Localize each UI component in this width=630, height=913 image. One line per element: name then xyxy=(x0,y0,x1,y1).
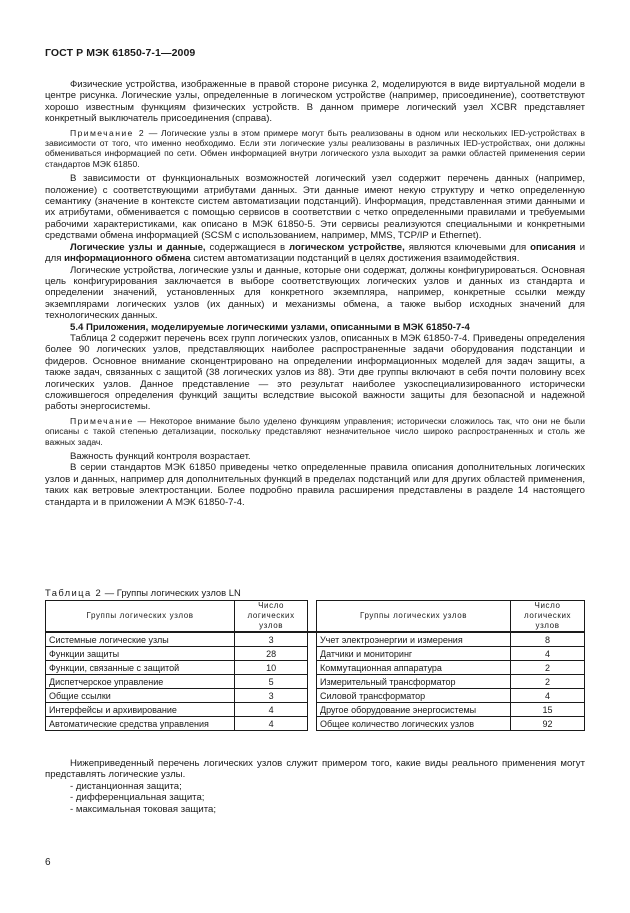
list-item: - максимальная токовая защита; xyxy=(70,803,216,815)
note-3-label: Примечание xyxy=(70,415,134,426)
list-item: - дистанционная защита; xyxy=(70,780,182,792)
table-body xyxy=(46,632,585,731)
column-gap xyxy=(308,632,317,647)
table-row xyxy=(46,647,585,661)
table-row xyxy=(46,661,585,675)
group-name-right: Коммутационная аппаратура xyxy=(316,661,510,675)
column-gap xyxy=(308,647,317,661)
para3-bold-1: Логические узлы и данные, xyxy=(70,241,206,253)
paragraph-4: Логические устройства, логические узлы и данные, которые они содержат, должны конфигурироваться. Основная цель конфигурирования заключается в выборе соответствующих логических узлов и данных из стандарта и определении значений, установленных для конкретного экземпляра, например, конкретные ссылки между экземплярами логических узлов (их данных) и механизмы обмена, а также выбор исходных значений для технологических данных. xyxy=(45,264,585,322)
note-2 xyxy=(45,128,585,170)
note-3-text: — Некоторое внимание было уделено функциям управления; исторически сложилось так, что они не были описаны с такой степенью детализации, поскольку представляют незначительное число широко распространенных и столь же важных задач. xyxy=(45,415,585,447)
paragraph-1: Физические устройства, изображенные в правой стороне рисунка 2, моделируются в виде виртуальной модели в центре рисунка. Логические узлы, определенные в логическом устройстве (например, присоединение), соответствуют хорошо известным функциям физических устройств. В данном примере логический узел XCBR представляет конкретный выключатель присоединения (справа). xyxy=(45,79,585,125)
group-name-right: Учет электроэнергии и измерения xyxy=(316,632,510,647)
node-count-left: 10 xyxy=(235,661,308,675)
group-name-left: Функции защиты xyxy=(46,647,235,661)
para3-bold-3: описания xyxy=(530,241,576,253)
node-count-right: 2 xyxy=(511,661,585,675)
node-count-left: 3 xyxy=(235,632,308,647)
node-count-left: 4 xyxy=(235,717,308,731)
paragraph-5: Таблица 2 содержит перечень всех групп логических узлов, описанных в МЭК 61850-7-4. Приведены определения более 90 логических узлов, представляющих наиболее распространенные задачи оборудования подстанции и фидеров. Основное внимание сконцентрировано на определении информационных моделей для задач защиты, а также задач, связанных с защитой (38 логических узлов из 88). Эти две группы включают в себя почти половину всех логических узлов. Данное представление — это результат наиболее узкоспециализированного исторически сложившегося определения функций защиты вследствие высокой важности защиты для безопасной и надежной работы энергосистемы. xyxy=(45,332,585,413)
group-name-left: Функции, связанные с защитой xyxy=(46,661,235,675)
group-name-right: Датчики и мониторинг xyxy=(316,647,510,661)
node-count-left: 3 xyxy=(235,689,308,703)
group-name-right: Измерительный трансформатор xyxy=(316,675,510,689)
para3-bold-4: информационного обмена xyxy=(64,253,191,265)
column-gap xyxy=(308,717,317,731)
para3-text-3: и для xyxy=(45,241,585,265)
node-count-right: 92 xyxy=(511,717,585,731)
table-title xyxy=(45,587,241,598)
group-name-right: Силовой трансформатор xyxy=(316,689,510,703)
column-gap xyxy=(308,689,317,703)
group-name-right: Общее количество логических узлов xyxy=(316,717,510,731)
para3-text-4: систем автоматизации подстанций в целях достижения взаимодействия. xyxy=(190,253,520,265)
group-name-left: Автоматические средства управления xyxy=(46,717,235,731)
group-name-left: Системные логические узлы xyxy=(46,632,235,647)
paragraph-7: В серии стандартов МЭК 61850 приведены четко определенные правила описания дополнительных логических узлов и данных, например для дополнительных функций в пределах подстанций или для других областей применения, таких как ветровые электростанции. Более подробно правила расширения представлены в разделе 14 настоящего стандарта и в приложении А МЭК 61850-7-4. xyxy=(45,462,585,508)
note-2-label: Примечание 2 xyxy=(70,127,146,138)
group-name-left: Интерфейсы и архивирование xyxy=(46,703,235,717)
logical-node-groups-table xyxy=(45,600,585,731)
table-row xyxy=(46,689,585,703)
node-count-left: 28 xyxy=(235,647,308,661)
table-row xyxy=(46,675,585,689)
table-row xyxy=(46,632,585,647)
header-group-left: Группы логических узлов xyxy=(46,601,235,633)
para3-text-1: содержащиеся в xyxy=(205,241,289,253)
node-count-right: 4 xyxy=(511,689,585,703)
node-count-left: 5 xyxy=(235,675,308,689)
header-group-right: Группы логических узлов xyxy=(316,601,510,633)
section-title: 5.4 Приложения, моделируемые логическими узлами, описанными в МЭК 61850-7-4 xyxy=(70,321,470,333)
group-name-left: Диспетчерское управление xyxy=(46,675,235,689)
node-count-left: 4 xyxy=(235,703,308,717)
node-count-right: 2 xyxy=(511,675,585,689)
node-count-right: 15 xyxy=(511,703,585,717)
document-header: ГОСТ Р МЭК 61850-7-1—2009 xyxy=(45,47,196,59)
header-count-left: Число логических узлов xyxy=(235,601,308,633)
group-name-right: Другое оборудование энергосистемы xyxy=(316,703,510,717)
note-2-text: — Логические узлы в этом примере могут быть реализованы в одном или нескольких IED-устройствах в зависимости от того, что именно необходимо. Если эти логические узлы реализованы в различных IED-устройствах, они должны обмениваться информацией по сети. Обмен информацией внутри логического узла выходит за рамки областей применения серии стандартов МЭК 61850. xyxy=(45,127,585,169)
node-count-right: 4 xyxy=(511,647,585,661)
column-gap xyxy=(308,703,317,717)
column-gap xyxy=(308,661,317,675)
para3-text-2: являются ключевыми для xyxy=(404,241,531,253)
table-row xyxy=(46,703,585,717)
page-number: 6 xyxy=(45,857,51,868)
body-text xyxy=(45,79,585,508)
header-count-right: Число логических узлов xyxy=(511,601,585,633)
paragraph-8: Нижеприведенный перечень логических узлов служит примером того, какие виды реального применения могут представлять логические узлы. xyxy=(45,758,585,781)
note-3 xyxy=(45,416,585,447)
table-title-text: — Группы логических узлов LN xyxy=(102,587,241,598)
table-header-row xyxy=(46,601,585,633)
list-item: - дифференциальная защита; xyxy=(70,792,205,804)
closing-text xyxy=(45,758,585,815)
paragraph-2: В зависимости от функциональных возможностей логический узел содержит перечень данных (например, положение) с соответствующими атрибутами данных. Эти данные имеют некую структуру и четко определенную семантику (значение в контексте систем автоматизации подстанций). Информация, представленная этими данными и их атрибутами, обменивается с помощью сервисов в соответствии с четко определенными правилами и требуемыми рабочими характеристиками, как описано в МЭК 61850-5. Эти сервисы реализуются специальными и конкретными средствами обмена информацией (SCSM с использованием, например, MMS, TCP/IP и Ethernet). xyxy=(45,173,585,242)
table-row xyxy=(46,717,585,731)
column-gap xyxy=(308,675,317,689)
column-gap xyxy=(308,601,317,633)
paragraph-6: Важность функций контроля возрастает. xyxy=(70,451,251,462)
table-title-label: Таблица 2 xyxy=(45,587,103,598)
group-name-left: Общие ссылки xyxy=(46,689,235,703)
node-count-right: 8 xyxy=(511,632,585,647)
para3-bold-2: логическом устройстве, xyxy=(289,241,405,253)
paragraph-3 xyxy=(45,242,585,265)
protection-list xyxy=(45,781,585,815)
